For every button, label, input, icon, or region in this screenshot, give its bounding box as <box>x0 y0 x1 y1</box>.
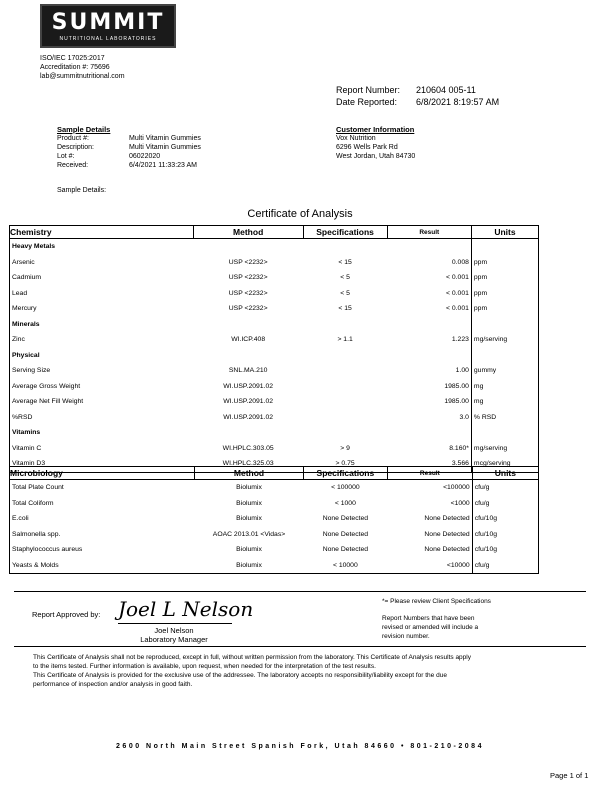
approver <box>114 626 234 644</box>
spec: < 10000 <box>332 561 358 569</box>
sample-details-heading: Sample Details <box>57 125 111 134</box>
table-row <box>10 270 539 286</box>
section-row <box>10 239 539 255</box>
table-row <box>10 394 539 410</box>
microbiology-table <box>9 466 539 574</box>
product-value: Multi Vitamin Gummies <box>129 135 201 142</box>
unit: cfu/10g <box>472 511 538 527</box>
table-row <box>10 558 539 574</box>
method: WI.USP.2091.02 <box>223 382 274 390</box>
section-spacer <box>471 239 538 255</box>
disclaimer-line3: This Certificate of Analysis is provided for the exclusive use of the addressee. The laboratory accepts no responsibility/liability except for the due <box>33 672 447 679</box>
col-method: Method <box>193 226 303 239</box>
result: 8.160* <box>449 444 469 452</box>
result: < 0.001 <box>446 274 469 282</box>
spec: < 1000 <box>334 499 356 507</box>
analyte: Vitamin D3 <box>10 456 194 472</box>
table-row <box>10 542 539 558</box>
result: None Detected <box>424 530 470 538</box>
report-number: 210604 005-11 <box>416 85 476 95</box>
spec: < 5 <box>340 289 350 297</box>
method: Biolumix <box>236 484 262 492</box>
method: USP <2232> <box>228 274 268 282</box>
unit: mg <box>471 379 538 395</box>
unit: % RSD <box>471 410 538 426</box>
description-label: Description: <box>57 144 94 151</box>
chemistry-header-row <box>10 226 539 239</box>
lab-info <box>40 54 125 81</box>
unit: cfu/g <box>472 480 538 496</box>
unit: gummy <box>471 363 538 379</box>
table-row <box>10 410 539 426</box>
analyte: Lead <box>10 286 194 302</box>
col-result: Result <box>387 226 471 239</box>
spec <box>303 410 387 426</box>
col-method: Method <box>195 467 304 480</box>
lab-email: lab@summitnutritional.com <box>40 73 125 80</box>
unit: mg <box>471 394 538 410</box>
unit: cfu/10g <box>472 527 538 543</box>
iso-text: ISO/IEC 17025:2017 <box>40 55 105 62</box>
test: Total Plate Count <box>10 480 195 496</box>
logo-name: SUMMIT <box>51 10 165 35</box>
approved-by-label: Report Approved by: <box>32 610 101 619</box>
table-row <box>10 496 539 512</box>
unit: ppm <box>471 301 538 317</box>
method: WI.ICP.408 <box>231 336 266 344</box>
lot-value: 06022020 <box>129 153 161 160</box>
product-label: Product #: <box>57 135 89 142</box>
section-spacer <box>471 425 538 441</box>
analyte: Vitamin C <box>10 441 194 457</box>
result: <10000 <box>446 561 470 569</box>
unit: cfu/10g <box>472 542 538 558</box>
lot-label: Lot #: <box>57 153 75 160</box>
unit: ppm <box>471 255 538 271</box>
section-heavy-metals: Heavy Metals <box>10 239 472 255</box>
customer-heading: Customer Information <box>336 125 415 134</box>
analyte: Average Net Fill Weight <box>10 394 194 410</box>
spec <box>303 363 387 379</box>
unit: mg/serving <box>471 441 538 457</box>
test: Yeasts & Molds <box>10 558 195 574</box>
customer-name: Vox Nutrition <box>336 135 376 142</box>
spec: < 100000 <box>331 484 360 492</box>
description-value: Multi Vitamin Gummies <box>129 144 201 151</box>
table-row <box>10 480 539 496</box>
section-row <box>10 317 539 333</box>
table-row <box>10 255 539 271</box>
col-specifications: Specifications <box>303 226 387 239</box>
unit: ppm <box>471 270 538 286</box>
result: 1.00 <box>455 367 469 375</box>
unit: mg/serving <box>471 332 538 348</box>
received-value: 6/4/2021 11:33:23 AM <box>129 162 197 169</box>
sample-details-label: Sample Details: <box>57 187 107 194</box>
col-chemistry: Chemistry <box>10 226 194 239</box>
result: <1000 <box>450 499 470 507</box>
spec: > 0.75 <box>335 460 355 468</box>
unit: cfu/g <box>472 558 538 574</box>
method: WI.USP.2091.02 <box>223 413 274 421</box>
test: Total Coliform <box>10 496 195 512</box>
method: WI.HPLC.325.03 <box>222 460 274 468</box>
result: < 0.001 <box>446 289 469 297</box>
result: None Detected <box>424 546 470 554</box>
divider <box>14 591 586 592</box>
result: 1.223 <box>451 336 469 344</box>
result: 1985.00 <box>444 382 469 390</box>
method: Biolumix <box>236 499 262 507</box>
customer-info <box>336 125 415 161</box>
method: Biolumix <box>236 561 262 569</box>
spec: < 5 <box>340 274 350 282</box>
customer-address1: 6296 Wells Park Rd <box>336 144 398 151</box>
result: 3.566 <box>451 460 469 468</box>
spec: < 15 <box>338 305 352 313</box>
disclaimer-line4: performance of inspection and/or analysis in good faith. <box>33 681 193 688</box>
section-physical: Physical <box>10 348 472 364</box>
col-specifications: Specifications <box>303 467 387 480</box>
disclaimer-line1: This Certificate of Analysis shall not be reproduced, except in full, without written permission from the laboratory. This Certificate of Analysis results apply <box>33 654 471 661</box>
method: USP <2232> <box>228 289 268 297</box>
test: E.coli <box>10 511 195 527</box>
date-reported: 6/8/2021 8:19:57 AM <box>416 97 500 107</box>
chemistry-table <box>9 225 539 473</box>
analyte: Mercury <box>10 301 194 317</box>
col-units: Units <box>472 467 538 480</box>
spec: > 1.1 <box>337 336 353 344</box>
accreditation-text: Accreditation #: 75696 <box>40 64 110 71</box>
spec <box>303 394 387 410</box>
method: AOAC 2013.01 <Vidas> <box>212 530 286 538</box>
method: Biolumix <box>236 515 262 523</box>
unit: ppm <box>471 286 538 302</box>
analyte: Serving Size <box>10 363 194 379</box>
result: 3.0 <box>459 413 469 421</box>
table-row <box>10 441 539 457</box>
section-spacer <box>471 317 538 333</box>
section-spacer <box>471 348 538 364</box>
test: Salmonella spp. <box>10 527 195 543</box>
approver-name: Joel Nelson <box>154 626 194 635</box>
analyte: Cadmium <box>10 270 194 286</box>
signature: Joel L Nelson <box>118 597 254 621</box>
table-row <box>10 286 539 302</box>
analyte: Arsenic <box>10 255 194 271</box>
report-number-label: Report Number: <box>336 85 401 95</box>
col-units: Units <box>471 226 538 239</box>
lab-address: 2600 North Main Street Spanish Fork, Utah 84660 • 801-210-2084 <box>116 743 484 750</box>
method: USP <2232> <box>228 305 268 313</box>
spec: None Detected <box>322 546 369 554</box>
report-meta <box>336 84 499 108</box>
logo-subtitle: NUTRITIONAL LABORATORIES <box>59 36 157 42</box>
section-row <box>10 425 539 441</box>
analyte: Average Gross Weight <box>10 379 194 395</box>
method: SNL.MA.210 <box>228 367 268 375</box>
result: < 0.001 <box>446 305 469 313</box>
spec: None Detected <box>322 530 369 538</box>
table-row <box>10 363 539 379</box>
test: Staphylococcus aureus <box>10 542 195 558</box>
revision-note-line1: Report Numbers that have been <box>382 615 475 622</box>
method: WI.USP.2091.02 <box>223 398 274 406</box>
date-reported-label: Date Reported: <box>336 97 398 107</box>
divider-thin <box>14 646 586 647</box>
summit-logo <box>40 4 176 48</box>
result: 1985.00 <box>444 398 469 406</box>
disclaimer <box>33 653 583 689</box>
method: USP <2232> <box>228 258 268 266</box>
table-row <box>10 332 539 348</box>
page-number: Page 1 of 1 <box>550 771 589 780</box>
revision-note-line3: revision number. <box>382 633 430 640</box>
section-row <box>10 348 539 364</box>
table-row <box>10 301 539 317</box>
received-label: Received: <box>57 162 89 169</box>
approver-role: Laboratory Manager <box>140 635 208 644</box>
table-row <box>10 511 539 527</box>
col-result: Result <box>387 467 472 480</box>
analyte: Zinc <box>10 332 194 348</box>
result: <100000 <box>443 484 470 492</box>
customer-address2: West Jordan, Utah 84730 <box>336 153 416 160</box>
table-row <box>10 379 539 395</box>
revision-note-line2: revised or amended will include a <box>382 624 479 631</box>
certificate-title: Certificate of Analysis <box>247 208 353 220</box>
spec: > 9 <box>340 444 350 452</box>
revision-note <box>382 614 478 641</box>
unit: cfu/g <box>472 496 538 512</box>
result: None Detected <box>424 515 470 523</box>
analyte: %RSD <box>10 410 194 426</box>
section-minerals: Minerals <box>10 317 472 333</box>
review-note: *= Please review Client Specifications <box>382 598 491 605</box>
section-vitamins: Vitamins <box>10 425 472 441</box>
microbiology-header-row <box>10 467 539 480</box>
disclaimer-line2: to the items tested. Further information is available, upon request, when needed for the interpretation of the test results. <box>33 663 376 670</box>
unit: mcg/serving <box>471 456 538 472</box>
spec <box>303 379 387 395</box>
sample-details <box>57 125 201 170</box>
col-microbiology: Microbiology <box>10 467 195 480</box>
table-row <box>10 527 539 543</box>
spec: < 15 <box>338 258 352 266</box>
spec: None Detected <box>322 515 369 523</box>
signature-line <box>118 623 232 624</box>
method: WI.HPLC.303.05 <box>222 444 274 452</box>
method: Biolumix <box>236 546 262 554</box>
result: 0.008 <box>451 258 469 266</box>
